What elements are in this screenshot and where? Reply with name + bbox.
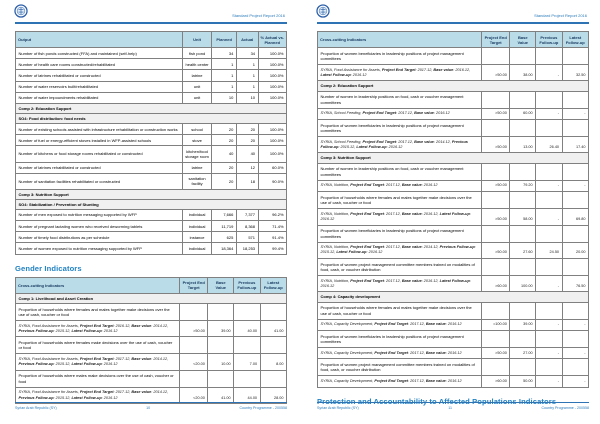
value-cell: >50.00 [481, 209, 509, 225]
section-row [16, 199, 287, 209]
value-cell [481, 331, 509, 348]
value-cell: >50.00 [481, 348, 509, 359]
value-cell: 28.00 [260, 387, 286, 403]
detail-row [318, 376, 589, 387]
value-cell [562, 258, 588, 275]
output-row [16, 81, 287, 92]
detail-text: SYRIA, Food Assistance for Assets, Project End Target: 2017.12, Base value: 2014.12, Previous Follow-up: 2015.12, Latest Follow-up: 2016.12 [16, 354, 180, 370]
value-cell: - [562, 319, 588, 330]
value-cell: 7.00 [234, 354, 260, 370]
value-cell: <20.00 [179, 387, 207, 403]
page-left [4, 0, 298, 424]
percent-cell: 100.0% [258, 59, 286, 70]
planned-cell: 20 [212, 123, 236, 134]
value-cell: 27.60 [510, 242, 536, 258]
output-row [16, 162, 287, 173]
detail-row [318, 348, 589, 359]
value-cell [562, 192, 588, 209]
footer-page-number: 11 [448, 406, 452, 410]
detail-row [318, 209, 589, 225]
value-cell [208, 337, 234, 354]
value-cell [510, 302, 536, 319]
value-cell: >50.00 [481, 108, 509, 119]
value-cell: - [562, 348, 588, 359]
indicator-row [318, 163, 589, 180]
value-cell [510, 163, 536, 180]
value-cell [536, 163, 562, 180]
value-cell [562, 91, 588, 108]
value-cell: 27.00 [510, 348, 536, 359]
value-cell [510, 48, 536, 65]
value-cell [562, 163, 588, 180]
output-name: Number of kitchens or food storage rooms rehabilitated or constructed [16, 146, 183, 162]
actual-cell: 1 [236, 81, 258, 92]
gender-table-right [317, 31, 589, 388]
value-cell: 41.00 [208, 387, 234, 403]
output-name: Number of health care rooms constructed/rehabilitated [16, 59, 183, 70]
actual-cell: 1 [236, 70, 258, 81]
percent-cell: 100.0% [258, 123, 286, 134]
planned-cell: 20 [212, 135, 236, 146]
detail-row [318, 242, 589, 258]
detail-text: SYRIA, Capacity Development, Project End Target: 2017.12, Base value: 2016.12 [318, 348, 482, 359]
value-cell [481, 302, 509, 319]
value-cell [179, 337, 207, 354]
planned-cell: 625 [212, 232, 236, 243]
column-header: % Actual vs. Planned [258, 32, 286, 48]
indicator-name: Number of women in leadership positions on food, cash or voucher management committees [318, 163, 482, 180]
section-label: SO4: Food distribution: food needs [16, 113, 287, 123]
output-row [16, 221, 287, 232]
actual-cell: 20 [236, 123, 258, 134]
value-cell: 20.00 [562, 242, 588, 258]
value-cell [510, 359, 536, 376]
output-row [16, 70, 287, 81]
detail-text: SYRIA, Food Assistance for Assets, Project End Target: 2016.12, Base value: 2014.12, Previous Follow-up: 2015.12, Latest Follow-up: 2016.12 [16, 320, 180, 336]
gender-table-left [15, 277, 287, 405]
footer-rule [15, 402, 287, 403]
value-cell [179, 304, 207, 321]
percent-cell: 100.0% [258, 92, 286, 103]
detail-text: SYRIA, Food Assistance for Assets, Project End Target: 2017.12, Base value: 2014.12, Previous Follow-up: 2015.12, Latest Follow-up: 2016.12 [16, 387, 180, 403]
detail-text: SYRIA, Nutrition, Project End Target: 2017.12, Base value: 2016.12 [318, 180, 482, 191]
unit-cell: fish pond [182, 48, 212, 59]
column-header: Previous Follow-up [234, 277, 260, 293]
value-cell: 76.50 [562, 275, 588, 291]
indicator-name: Proportion of women beneficiaries in leadership positions of project management committees [318, 120, 482, 137]
value-cell: 50.00 [510, 376, 536, 387]
column-header: Project End Target [179, 277, 207, 293]
output-name: Number of fish ponds constructed (FFA) and maintained (self-help) [16, 48, 183, 59]
percent-cell: 60.0% [258, 162, 286, 173]
indicator-row [318, 359, 589, 376]
output-name: Number of fuel or energy-efficient stoves installed in WFP-assisted schools [16, 135, 183, 146]
actual-cell: 18 [236, 173, 258, 189]
actual-cell: 18,253 [236, 243, 258, 254]
planned-cell: 18,364 [212, 243, 236, 254]
indicator-name: Proportion of households where females and males together make decisions over the use of cash, voucher or food [318, 192, 482, 209]
value-cell [481, 120, 509, 137]
value-cell: 60.00 [510, 108, 536, 119]
actual-cell: 12 [236, 162, 258, 173]
detail-row [16, 354, 287, 370]
value-cell [536, 302, 562, 319]
output-row [16, 48, 287, 59]
output-name: Number of existing schools assisted with infrastructure rehabilitation or construction works [16, 123, 183, 134]
indicator-name: Proportion of households where females and males together make decisions over the use of cash, voucher or food [16, 304, 180, 321]
section-label: Comp 3: Nutrition Support [318, 153, 589, 163]
value-cell: 39.00 [208, 320, 234, 336]
value-cell [481, 48, 509, 65]
indicator-name: Proportion of households where females make decisions over the use of cash, voucher or food [16, 337, 180, 354]
value-cell [234, 370, 260, 387]
indicator-row [318, 225, 589, 242]
value-cell [208, 370, 234, 387]
value-cell: - [536, 348, 562, 359]
footer-rule [317, 402, 589, 403]
value-cell: 58.00 [510, 209, 536, 225]
value-cell: - [536, 180, 562, 191]
indicator-row [318, 91, 589, 108]
value-cell: >60.00 [481, 275, 509, 291]
output-row [16, 232, 287, 243]
value-cell [562, 225, 588, 242]
actual-cell: 8,368 [236, 221, 258, 232]
output-row [16, 243, 287, 254]
unit-cell: individual [182, 221, 212, 232]
value-cell: 24.50 [536, 242, 562, 258]
value-cell [260, 337, 286, 354]
section-row [16, 189, 287, 199]
unit-cell: latrine [182, 162, 212, 173]
output-row [16, 209, 287, 220]
column-header: Previous Follow-up [536, 32, 562, 48]
value-cell [481, 163, 509, 180]
column-header: Latest Follow-up [562, 32, 588, 48]
value-cell [208, 304, 234, 321]
section-label: Comp 2: Education Support [16, 103, 287, 113]
section-label: Comp 1: Livelihood and Asset Creation [16, 293, 287, 303]
table-header-row [16, 277, 287, 293]
value-cell [510, 225, 536, 242]
detail-row [318, 137, 589, 153]
column-header: Unit [182, 32, 212, 48]
detail-row [318, 108, 589, 119]
detail-text: SYRIA, Nutrition, Project End Target: 2017.12, Base value: 2016.12, Latest Follow-up: 2016.12 [318, 275, 482, 291]
value-cell: 40.00 [234, 320, 260, 336]
value-cell: >50.00 [481, 180, 509, 191]
value-cell [510, 192, 536, 209]
output-row [16, 135, 287, 146]
detail-row [16, 320, 287, 336]
indicator-row [318, 48, 589, 65]
value-cell [510, 258, 536, 275]
section-row [318, 292, 589, 302]
indicator-row [318, 302, 589, 319]
section-row [318, 153, 589, 163]
unit-cell: individual [182, 243, 212, 254]
value-cell [481, 225, 509, 242]
detail-text: SYRIA, Food Assistance for Assets, Project End Target: 2017.12, Base value: 2016.12, Latest Follow-up: 2016.12 [318, 64, 482, 80]
column-header: Latest Follow-up [260, 277, 286, 293]
unit-cell: school [182, 123, 212, 134]
footer-right-text: Country Programme - 200558 [239, 406, 287, 410]
indicator-name: Proportion of households where males make decisions over the use of cash, voucher or food [16, 370, 180, 387]
value-cell [562, 331, 588, 348]
value-cell [536, 225, 562, 242]
value-cell: 10.00 [208, 354, 234, 370]
section-label: Comp 2: Education Support [318, 81, 589, 91]
planned-cell: 1 [212, 70, 236, 81]
report-title: Standard Project Report 2016 [534, 13, 587, 18]
percent-cell: 100.0% [258, 135, 286, 146]
detail-text: SYRIA, Nutrition, Project End Target: 2017.12, Base value: 2016.12, Latest Follow-up: 2016.12 [318, 209, 482, 225]
percent-cell: 100.0% [258, 48, 286, 59]
value-cell [260, 370, 286, 387]
unit-cell: health center [182, 59, 212, 70]
unit-cell: stove [182, 135, 212, 146]
value-cell [510, 331, 536, 348]
indicator-name: Proportion of households where females and males together make decisions over the use of cash, voucher or food [318, 302, 482, 319]
value-cell [481, 359, 509, 376]
value-cell: 8.00 [260, 354, 286, 370]
actual-cell: 10 [236, 92, 258, 103]
column-header: Cross-cutting Indicators [318, 32, 482, 48]
value-cell [234, 304, 260, 321]
value-cell: - [562, 180, 588, 191]
value-cell: 13.00 [510, 137, 536, 153]
section-label: Comp 4: Capacity development [318, 292, 589, 302]
detail-row [318, 180, 589, 191]
unit-cell: kitchen/food storage room [182, 146, 212, 162]
value-cell: - [536, 376, 562, 387]
percent-cell: 100.0% [258, 81, 286, 92]
value-cell [536, 48, 562, 65]
actual-cell: 7,377 [236, 209, 258, 220]
planned-cell: 40 [212, 146, 236, 162]
detail-row [318, 319, 589, 330]
value-cell [536, 120, 562, 137]
section-row [16, 103, 287, 113]
output-row [16, 59, 287, 70]
page-footer [317, 406, 589, 410]
value-cell: =100.00 [481, 319, 509, 330]
planned-cell: 20 [212, 173, 236, 189]
value-cell [510, 91, 536, 108]
output-row [16, 123, 287, 134]
value-cell: 100.00 [510, 275, 536, 291]
planned-cell: 34 [212, 48, 236, 59]
value-cell [562, 48, 588, 65]
footer-page-number: 10 [146, 406, 151, 410]
value-cell [536, 192, 562, 209]
section-row [16, 293, 287, 303]
unit-cell: latrine [182, 70, 212, 81]
column-header: Project End Target [481, 32, 509, 48]
percent-cell: 100.0% [258, 70, 286, 81]
value-cell [260, 304, 286, 321]
planned-cell: 7,666 [212, 209, 236, 220]
detail-text: SYRIA, Nutrition, Project End Target: 2017.12, Base value: 2014.12, Previous Follow-up: 2015.12, Latest Follow-up: 2016.12 [318, 242, 482, 258]
value-cell: - [536, 319, 562, 330]
planned-cell: 1 [212, 81, 236, 92]
table-header-row [16, 32, 287, 48]
value-cell: >50.00 [481, 64, 509, 80]
unit-cell: instance [182, 232, 212, 243]
actual-cell: 1 [236, 59, 258, 70]
value-cell: 44.00 [234, 387, 260, 403]
value-cell: <20.00 [179, 354, 207, 370]
output-name: Number of timely food distributions as per schedule [16, 232, 183, 243]
indicator-name: Proportion of women project management committee members trained on modalities of food, cash, or voucher distribution [318, 359, 482, 376]
output-name: Number of men exposed to nutrition messaging supported by WFP [16, 209, 183, 220]
footer-right-text: Country Programme - 200558 [541, 406, 589, 410]
value-cell [562, 359, 588, 376]
value-cell [536, 359, 562, 376]
percent-cell: 99.4% [258, 243, 286, 254]
indicator-row [16, 337, 287, 354]
value-cell: >50.00 [481, 242, 509, 258]
value-cell: - [536, 209, 562, 225]
unit-cell: unit [182, 92, 212, 103]
value-cell: - [562, 108, 588, 119]
percent-cell: 100.0% [258, 146, 286, 162]
value-cell [481, 192, 509, 209]
value-cell: - [536, 64, 562, 80]
right-page-content [317, 31, 589, 410]
column-header: Actual [236, 32, 258, 48]
report-title: Standard Project Report 2016 [232, 13, 285, 18]
indicator-row [16, 370, 287, 387]
indicator-row [318, 331, 589, 348]
value-cell: - [536, 275, 562, 291]
value-cell: 41.00 [260, 320, 286, 336]
output-name: Number of sanitation facilities rehabilitated or constructed [16, 173, 183, 189]
footer-left-text: Syrian Arab Republic (SY) [317, 406, 359, 410]
left-page-content [15, 31, 287, 404]
actual-cell: 40 [236, 146, 258, 162]
detail-text: SYRIA, School Feeding, Project End Target: 2017.12, Base value: 2016.12 [318, 108, 482, 119]
unit-cell: individual [182, 209, 212, 220]
column-header: Planned [212, 32, 236, 48]
output-name: Number of water reservoirs built/rehabilitated [16, 81, 183, 92]
value-cell: 26.40 [536, 137, 562, 153]
section-label: SO4: Stabilization / Prevention of Stunting [16, 199, 287, 209]
output-row [16, 173, 287, 189]
value-cell: 38.00 [510, 64, 536, 80]
detail-text: SYRIA, Capacity Development, Project End Target: 2017.12, Base value: 2016.12 [318, 319, 482, 330]
percent-cell: 71.4% [258, 221, 286, 232]
actual-cell: 20 [236, 135, 258, 146]
indicator-name: Proportion of women beneficiaries in leadership positions of project management committees [318, 331, 482, 348]
value-cell: 39.00 [510, 319, 536, 330]
section-label: Comp 3: Nutrition Support [16, 189, 287, 199]
column-header: Base Value [208, 277, 234, 293]
footer-left-text: Syrian Arab Republic (SY) [15, 406, 57, 410]
output-name: Number of latrines rehabilitated or constructed [16, 162, 183, 173]
value-cell: - [536, 108, 562, 119]
value-cell: >60.00 [481, 376, 509, 387]
value-cell [510, 120, 536, 137]
indicator-row [16, 304, 287, 321]
indicator-row [318, 192, 589, 209]
detail-row [318, 64, 589, 80]
value-cell [536, 91, 562, 108]
value-cell [481, 258, 509, 275]
indicator-name: Proportion of women project management committee members trained on modalities of food, cash, or voucher distribution [318, 258, 482, 275]
column-header: Output [16, 32, 183, 48]
value-cell: 32.50 [562, 64, 588, 80]
wfp-emblem-icon [316, 4, 330, 18]
detail-row [318, 275, 589, 291]
indicator-name: Proportion of women beneficiaries in leadership positions of project management committees [318, 48, 482, 65]
value-cell [481, 91, 509, 108]
planned-cell: 20 [212, 162, 236, 173]
output-name: Number of latrines rehabilitated or constructed [16, 70, 183, 81]
unit-cell: unit [182, 81, 212, 92]
output-row [16, 92, 287, 103]
value-cell: >50.00 [179, 320, 207, 336]
column-header: Base Value [510, 32, 536, 48]
percent-cell: 96.2% [258, 209, 286, 220]
output-row [16, 146, 287, 162]
table-header-row [318, 32, 589, 48]
percent-cell: 90.0% [258, 173, 286, 189]
value-cell: 69.80 [562, 209, 588, 225]
value-cell: 17.40 [562, 137, 588, 153]
indicator-row [318, 120, 589, 137]
value-cell [234, 337, 260, 354]
value-cell: >50.00 [481, 137, 509, 153]
output-table [15, 31, 287, 255]
value-cell [179, 370, 207, 387]
value-cell [536, 331, 562, 348]
output-name: Number of women exposed to nutrition messaging supported by WFP [16, 243, 183, 254]
page-right [306, 0, 600, 424]
wfp-emblem-icon [14, 4, 28, 18]
section-row [318, 81, 589, 91]
value-cell [562, 302, 588, 319]
output-name: Number of pregnant lactating women who received deworming tablets [16, 221, 183, 232]
gender-indicators-heading: Gender Indicators [15, 263, 82, 273]
indicator-name: Number of women in leadership positions on food, cash or voucher management committees [318, 91, 482, 108]
planned-cell: 1 [212, 59, 236, 70]
value-cell [562, 120, 588, 137]
value-cell: - [562, 376, 588, 387]
indicator-name: Proportion of women beneficiaries in leadership positions of project management committees [318, 225, 482, 242]
detail-text: SYRIA, School Feeding, Project End Target: 2017.12, Base value: 2014.12, Previous Follow-up: 2015.12, Latest Follow-up: 2016.12 [318, 137, 482, 153]
percent-cell: 91.4% [258, 232, 286, 243]
actual-cell: 34 [236, 48, 258, 59]
header-rule [317, 22, 589, 24]
indicator-row [318, 258, 589, 275]
column-header: Cross-cutting Indicators [16, 277, 180, 293]
unit-cell: sanitation facility [182, 173, 212, 189]
value-cell [536, 258, 562, 275]
actual-cell: 571 [236, 232, 258, 243]
planned-cell: 10 [212, 92, 236, 103]
header-rule [15, 22, 287, 24]
output-name: Number of water impoundments rehabilitated [16, 92, 183, 103]
section-row [16, 113, 287, 123]
value-cell: 79.20 [510, 180, 536, 191]
detail-text: SYRIA, Capacity Development, Project End Target: 2017.12, Base value: 2016.12 [318, 376, 482, 387]
planned-cell: 11,719 [212, 221, 236, 232]
page-footer [15, 406, 287, 410]
